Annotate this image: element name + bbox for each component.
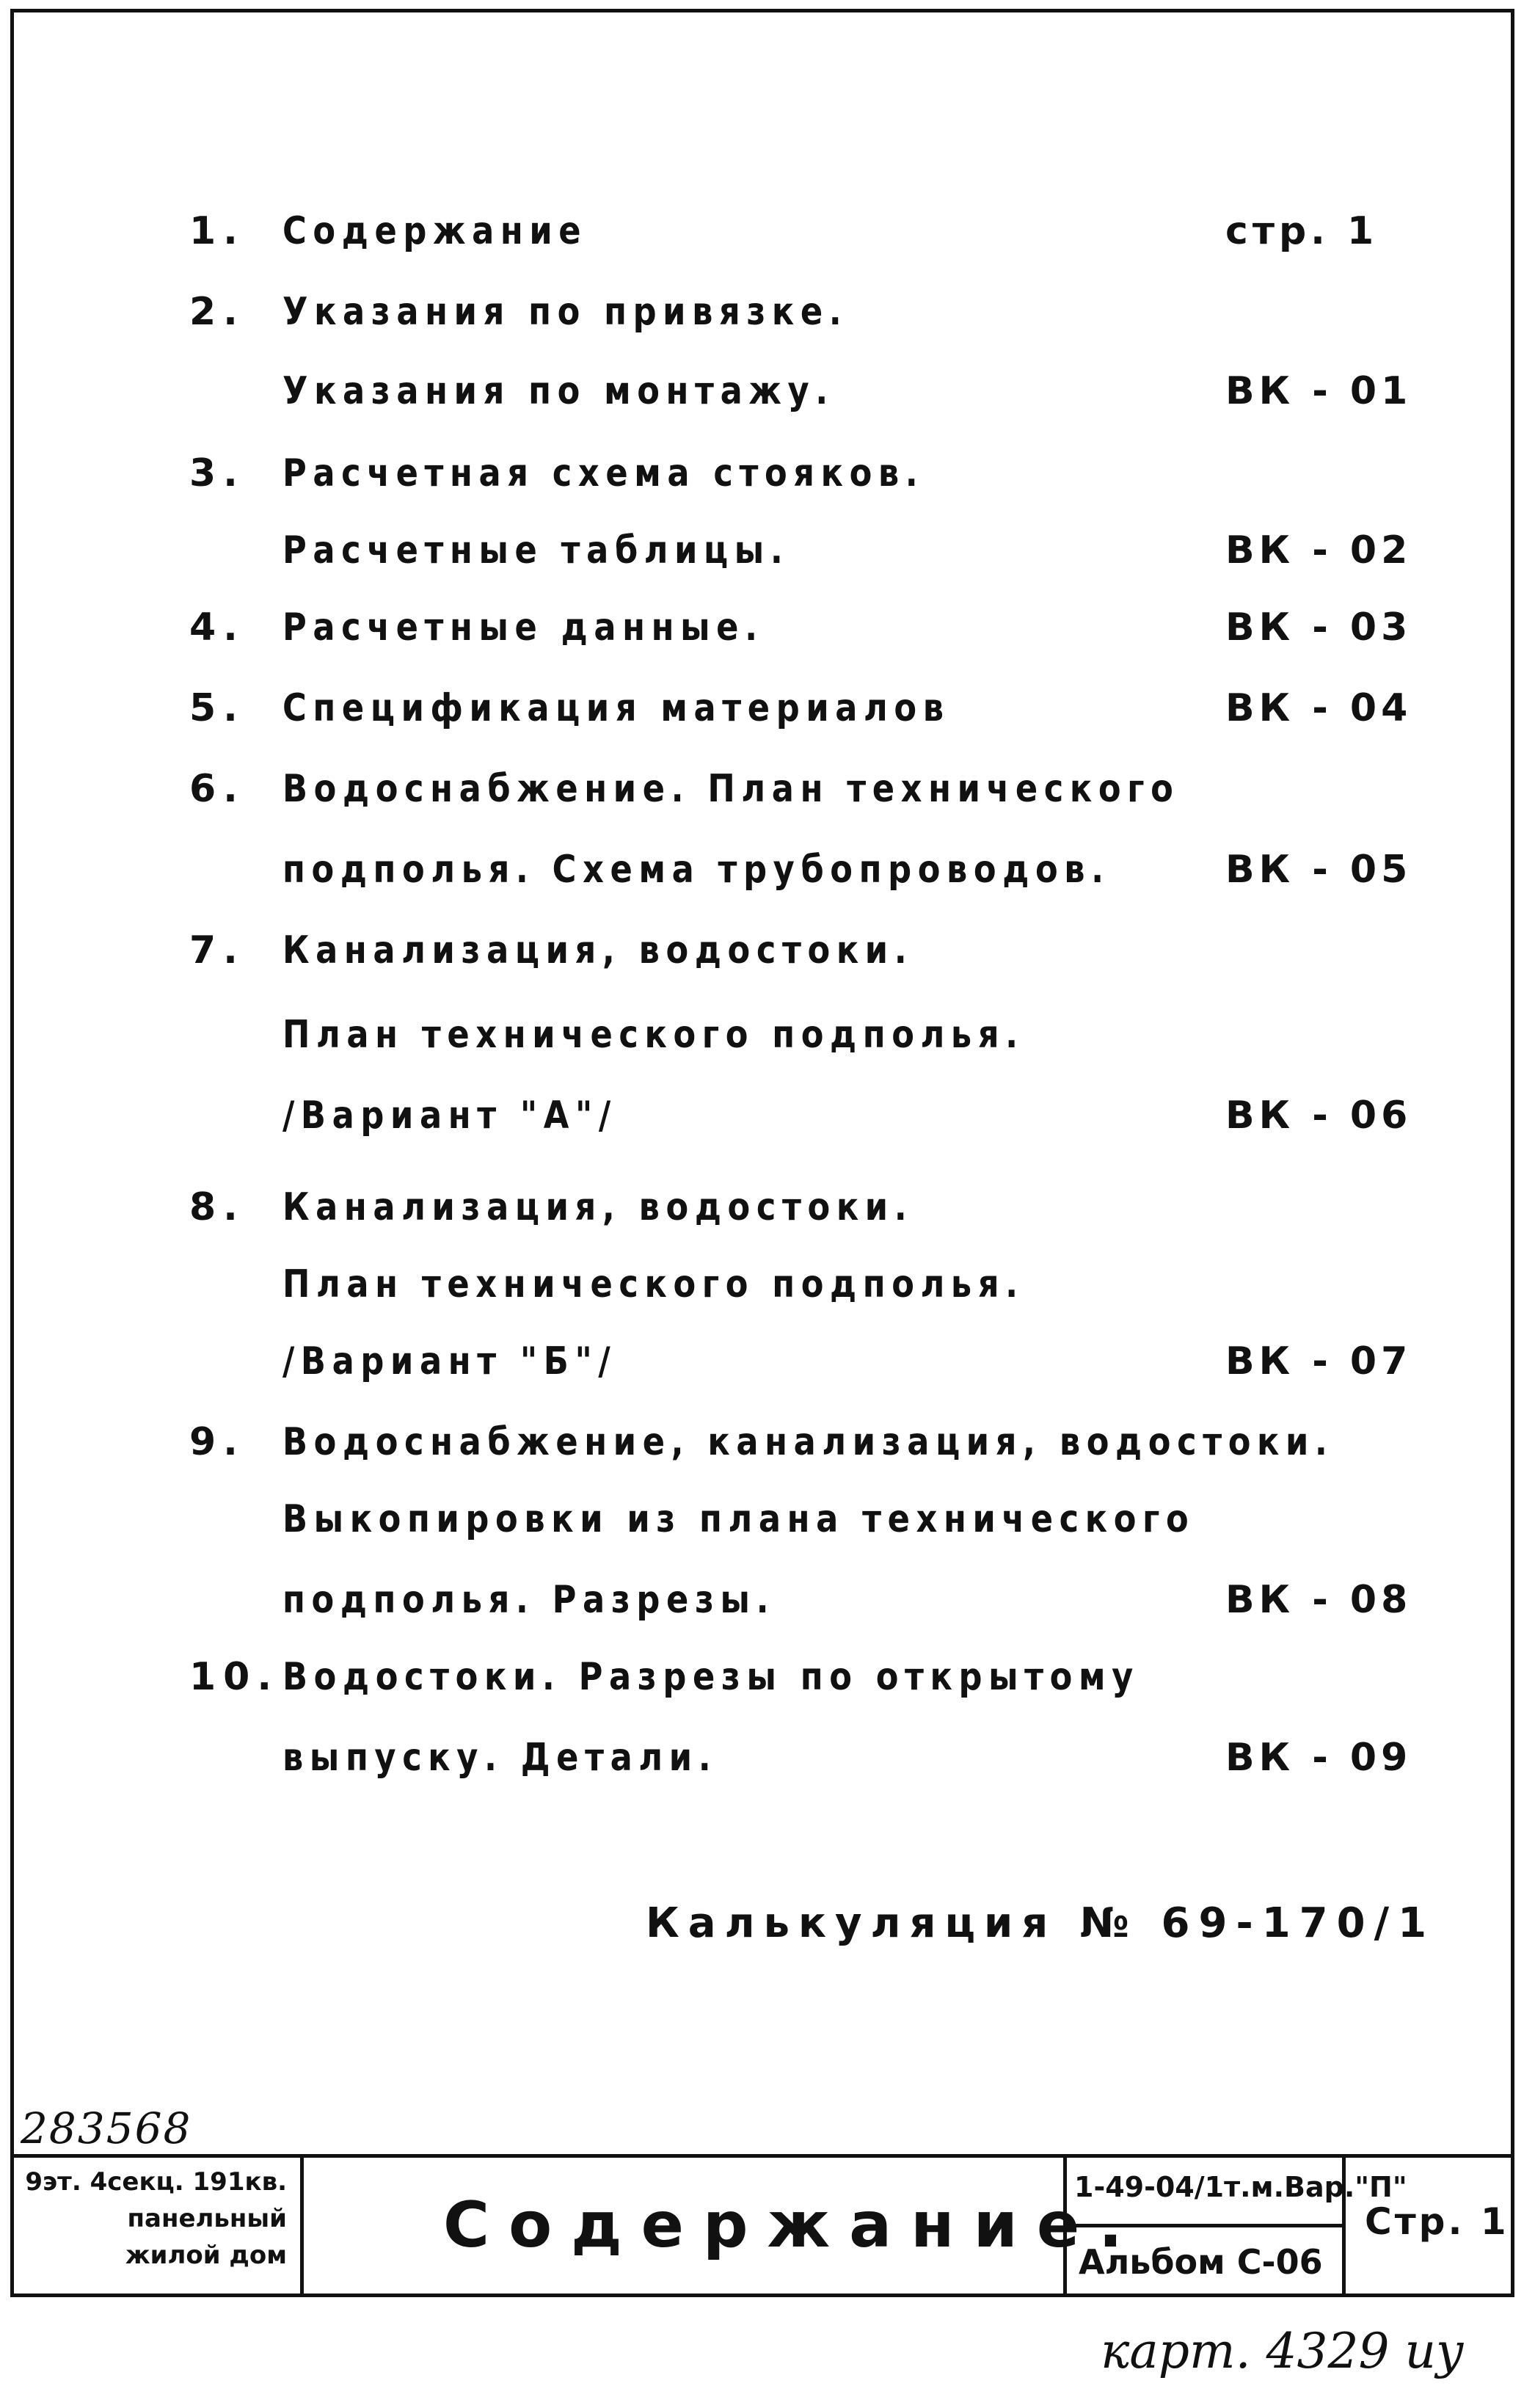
- toc-number: 8.: [189, 1185, 245, 1229]
- toc-text: Содержание: [282, 209, 588, 253]
- toc-text: Указания по монтажу.: [282, 369, 834, 413]
- toc-code: ВК - 08: [1225, 1578, 1412, 1622]
- toc-text: Водостоки. Разрезы по открытому: [282, 1655, 1140, 1699]
- toc-text: /Вариант "А"/: [282, 1094, 617, 1138]
- toc-row: [0, 686, 1535, 745]
- toc-row: [0, 928, 1535, 987]
- toc-text: выпуску. Детали.: [282, 1736, 718, 1780]
- inventory-number: 283568: [21, 2103, 199, 2157]
- title-cell: [304, 2158, 1142, 2297]
- project-cell: [10, 2158, 304, 2297]
- toc-code: ВК - 09: [1225, 1736, 1412, 1780]
- toc-row: [0, 369, 1535, 428]
- project-line: панельный: [127, 2204, 287, 2233]
- sheet-title: Содержание.: [443, 2189, 1142, 2262]
- toc-code: ВК - 02: [1225, 528, 1412, 572]
- toc-row: [0, 528, 1535, 587]
- toc-number: 5.: [189, 686, 245, 730]
- toc-code: ВК - 05: [1225, 848, 1412, 892]
- toc-row: [0, 1655, 1535, 1714]
- toc-code: ВК - 06: [1225, 1094, 1412, 1138]
- toc-row: [0, 1420, 1535, 1479]
- project-line: жилой дом: [125, 2241, 287, 2270]
- toc-text: Указания по привязке.: [282, 290, 848, 334]
- toc-code: ВК - 03: [1225, 605, 1412, 650]
- toc-text: /Вариант "Б"/: [282, 1339, 617, 1383]
- page-number: Стр. 1: [1365, 2200, 1509, 2243]
- drawing-frame: [10, 9, 1514, 2297]
- toc-text: подполья. Схема трубопроводов.: [282, 848, 1110, 892]
- toc-code: ВК - 04: [1225, 686, 1412, 730]
- toc-text: Выкопировки из плана технического: [282, 1497, 1195, 1541]
- toc-row: [0, 1497, 1535, 1556]
- toc-row: [0, 451, 1535, 510]
- toc-row: [0, 1013, 1535, 1072]
- toc-number: 7.: [189, 928, 245, 972]
- calculation-number: Калькуляция № 69-170/1: [646, 1899, 1436, 1947]
- series-code: 1-49-04/1т.м.Вар."П": [1067, 2158, 1342, 2227]
- page-cell: [1346, 2158, 1514, 2297]
- toc-text: Канализация, водостоки.: [282, 1185, 914, 1229]
- toc-text: Водоснабжение, канализация, водостоки.: [282, 1420, 1334, 1464]
- toc-text: План технического подполья.: [282, 1013, 1024, 1057]
- toc-number: 2.: [189, 290, 245, 334]
- toc-row: [0, 767, 1535, 826]
- title-block: [10, 2154, 1514, 2297]
- toc-text: Водоснабжение. План технического: [282, 767, 1180, 811]
- toc-row: [0, 1736, 1535, 1794]
- toc-text: Расчетные данные.: [282, 605, 764, 650]
- toc-number: 3.: [189, 451, 245, 495]
- toc-row: [0, 1262, 1535, 1321]
- toc-text: подполья. Разрезы.: [282, 1578, 776, 1622]
- toc-row: [0, 605, 1535, 664]
- toc-row: [0, 1185, 1535, 1244]
- toc-text: План технического подполья.: [282, 1262, 1024, 1306]
- toc-text: Спецификация материалов: [282, 686, 950, 730]
- toc-number: 4.: [189, 605, 245, 650]
- toc-code: ВК - 01: [1225, 369, 1412, 413]
- series-cell: [1067, 2158, 1407, 2297]
- toc-number: 6.: [189, 767, 245, 811]
- toc-row: [0, 209, 1535, 268]
- toc-code: ВК - 07: [1225, 1339, 1412, 1383]
- toc-row: [0, 1339, 1535, 1398]
- toc-number: 9.: [189, 1420, 245, 1464]
- album-label: Альбом С-06: [1079, 2242, 1323, 2282]
- toc-text: Канализация, водостоки.: [282, 928, 914, 972]
- toc-code: стр. 1: [1225, 209, 1379, 253]
- handwritten-note: карт. 4329 иу: [1101, 2323, 1465, 2379]
- toc-row: [0, 290, 1535, 349]
- toc-row: [0, 1578, 1535, 1637]
- toc-row: [0, 1094, 1535, 1152]
- toc-text: Расчетная схема стояков.: [282, 451, 925, 495]
- project-line: 9эт. 4секц. 191кв.: [25, 2167, 287, 2197]
- toc-number: 1.: [189, 209, 245, 253]
- toc-number: 10.: [189, 1655, 280, 1699]
- toc-row: [0, 848, 1535, 906]
- toc-text: Расчетные таблицы.: [282, 528, 790, 572]
